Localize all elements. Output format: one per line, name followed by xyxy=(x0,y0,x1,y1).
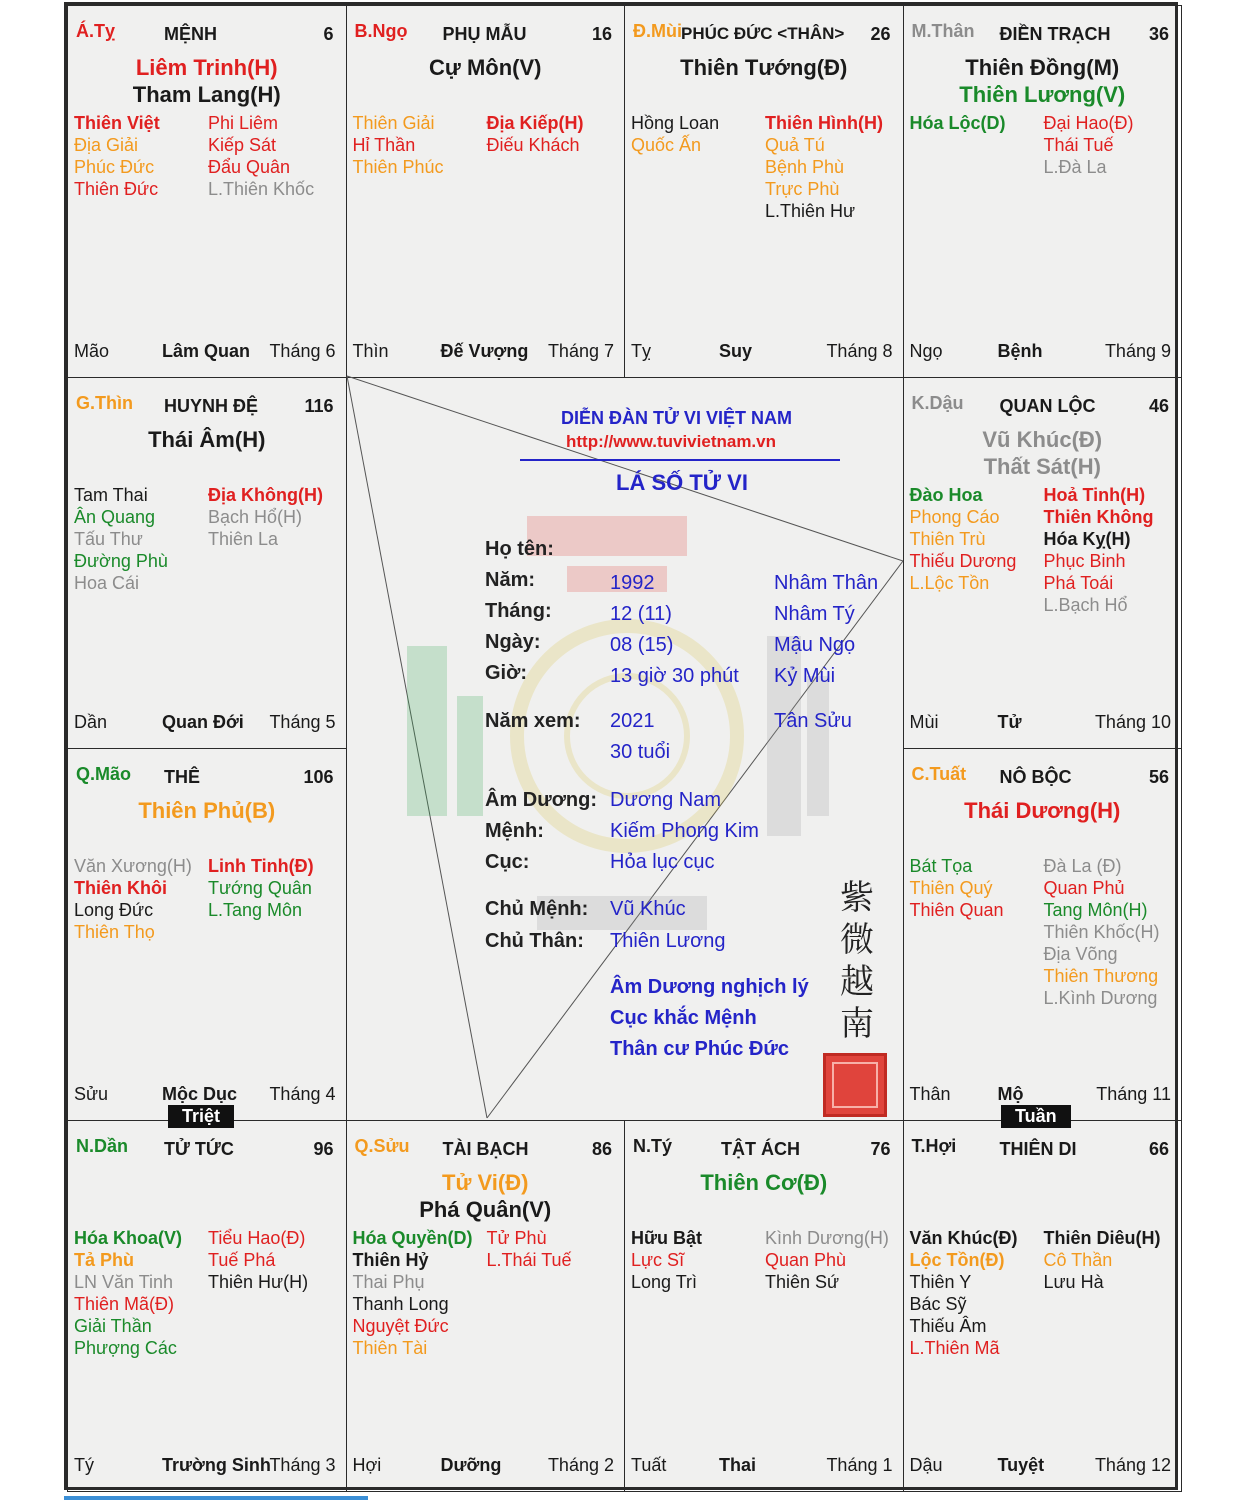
branch-label: Thân xyxy=(909,1083,951,1104)
minor-star: Phá Toái xyxy=(1043,572,1114,593)
minor-star: L.Thiên Mã xyxy=(909,1337,1000,1358)
month-label: Tháng 6 xyxy=(269,340,336,361)
minor-star: Lực Sĩ xyxy=(631,1249,685,1270)
truong-sinh-stage: Đế Vượng xyxy=(440,340,529,361)
minor-star: Bệnh Phù xyxy=(765,157,845,177)
palace-name: PHỤ MẪU xyxy=(442,24,527,44)
seal-character: 微 xyxy=(840,920,874,960)
minor-star: Bạch Hổ(H) xyxy=(208,506,303,527)
minor-star: Ân Quang xyxy=(74,506,156,527)
palace-name: ĐIỀN TRẠCH xyxy=(999,24,1111,44)
palace-can-chi: Q.Mão xyxy=(76,764,132,784)
minor-star: L.Thái Tuế xyxy=(486,1249,572,1270)
palace-can-chi: Đ.Mùi xyxy=(633,21,682,41)
minor-star: Thiên Hỷ xyxy=(352,1249,429,1270)
minor-star: Bát Tọa xyxy=(909,856,973,876)
minor-star: Văn Xương(H) xyxy=(74,856,192,876)
branch-label: Sửu xyxy=(74,1083,109,1104)
minor-star: Thiên Diêu(H) xyxy=(1043,1227,1161,1248)
month-label: Tháng 7 xyxy=(547,340,614,361)
truong-sinh-stage: Lâm Quan xyxy=(162,340,251,361)
minor-star: Quốc Ấn xyxy=(631,135,702,155)
can-chi-value: Nhâm Thân xyxy=(774,572,879,594)
minor-star: Quả Tú xyxy=(765,135,825,155)
can-chi-value: Mậu Ngọ xyxy=(774,634,856,656)
minor-star: Phong Cáo xyxy=(909,506,1000,527)
minor-star: Hoa Cái xyxy=(74,572,140,593)
palace-name: HUYNH ĐỆ xyxy=(164,395,259,416)
truong-sinh-stage: Quan Đới xyxy=(162,712,244,732)
minor-star: Bác Sỹ xyxy=(909,1293,967,1314)
seal-character: 越 xyxy=(840,962,874,1002)
branch-label: Ngọ xyxy=(909,340,943,361)
seal-block xyxy=(827,877,887,1117)
info-value: Vũ Khúc xyxy=(610,898,686,920)
main-star: Thiên Đồng(M) xyxy=(965,55,1120,80)
center-panel xyxy=(347,376,903,1118)
info-label: Chủ Thân: xyxy=(485,930,584,952)
note-line: Cục khắc Mệnh xyxy=(610,1007,757,1029)
palace-can-chi: C.Tuất xyxy=(911,764,967,784)
minor-star: Thiên Thương xyxy=(1043,966,1159,986)
minor-star: Hồng Loan xyxy=(631,113,720,133)
main-star: Thiên Tướng(Đ) xyxy=(680,55,848,80)
minor-star: Thiên Y xyxy=(909,1271,972,1292)
minor-star: Địa Võng xyxy=(1043,944,1118,964)
minor-star: Thiên Quan xyxy=(909,900,1004,920)
minor-star: Phúc Đức xyxy=(74,157,155,177)
minor-star: Hóa Kỵ(H) xyxy=(1043,528,1131,549)
minor-star: Phục Binh xyxy=(1043,550,1126,571)
minor-star: Thiên Hư(H) xyxy=(208,1271,309,1292)
info-label: Âm Dương: xyxy=(485,789,598,811)
minor-star: Hữu Bật xyxy=(631,1227,703,1248)
minor-star: Lưu Hà xyxy=(1043,1271,1104,1292)
palace-can-chi: G.Thìn xyxy=(76,392,133,413)
minor-star: Hỉ Thần xyxy=(352,135,416,155)
info-value: Dương Nam xyxy=(610,789,721,811)
palace-age: 66 xyxy=(1148,1138,1169,1159)
palace-age: 96 xyxy=(313,1138,334,1159)
palace-name: TÀI BẠCH xyxy=(442,1138,529,1159)
branch-label: Mùi xyxy=(909,712,939,732)
truong-sinh-stage: Trường Sinh xyxy=(162,1455,271,1475)
minor-star: Hoả Tinh(H) xyxy=(1043,484,1146,505)
minor-star: Thiên Mã(Đ) xyxy=(74,1293,175,1314)
palace-age: 56 xyxy=(1148,767,1169,787)
minor-star: Quan Phủ xyxy=(1043,878,1125,898)
palace-can-chi: Á.Tỵ xyxy=(76,21,116,41)
month-label: Tháng 2 xyxy=(547,1455,614,1475)
info-label: Họ tên: xyxy=(485,538,554,560)
palace-age: 116 xyxy=(304,395,334,416)
month-label: Tháng 5 xyxy=(269,712,336,732)
month-label: Tháng 11 xyxy=(1096,1083,1171,1104)
minor-star: L.Đà La xyxy=(1043,157,1107,177)
branch-label: Dậu xyxy=(909,1455,943,1475)
info-value: 2021 xyxy=(610,710,655,732)
truong-sinh-stage: Bệnh xyxy=(997,340,1043,361)
palace-can-chi: M.Thân xyxy=(911,21,975,41)
minor-star: Nguyệt Đức xyxy=(352,1315,449,1336)
minor-star: Văn Khúc(Đ) xyxy=(909,1227,1018,1248)
month-label: Tháng 3 xyxy=(269,1455,336,1475)
minor-star: Phượng Các xyxy=(74,1337,177,1358)
minor-star: Thiên Không xyxy=(1043,506,1154,527)
info-label: Năm xem: xyxy=(485,710,581,732)
main-star: Cự Môn(V) xyxy=(429,55,542,80)
minor-star: L.Thiên Hư xyxy=(765,201,856,221)
minor-star: Đường Phù xyxy=(74,550,168,571)
truong-sinh-stage: Tuyệt xyxy=(997,1455,1045,1475)
tuan-marker: Tuần xyxy=(1001,1105,1071,1128)
minor-star: L.Tang Môn xyxy=(208,900,303,920)
minor-star: Địa Kiếp(H) xyxy=(486,113,584,133)
minor-star: Thiếu Dương xyxy=(909,550,1017,571)
minor-star: Hóa Lộc(D) xyxy=(909,113,1006,133)
minor-star: Tang Môn(H) xyxy=(1043,900,1148,920)
info-label: Mệnh: xyxy=(485,820,544,842)
minor-star: Trực Phù xyxy=(765,179,840,199)
palace-age: 76 xyxy=(870,1138,891,1159)
minor-star: Quan Phù xyxy=(765,1249,847,1270)
minor-star: Thiên Khôi xyxy=(74,878,167,898)
minor-star: Long Trì xyxy=(631,1271,698,1292)
can-chi-value: Tân Sửu xyxy=(774,710,852,732)
main-star: Vũ Khúc(Đ) xyxy=(982,426,1103,452)
minor-star: Địa Không(H) xyxy=(208,484,323,505)
seal-character: 南 xyxy=(840,1004,874,1044)
minor-star: Thái Tuế xyxy=(1043,135,1114,155)
main-star: Thái Âm(H) xyxy=(148,426,266,452)
palace-age: 6 xyxy=(323,24,334,44)
minor-star: Thai Phụ xyxy=(352,1271,425,1292)
palace-age: 46 xyxy=(1148,395,1169,416)
main-star: Thất Sát(H) xyxy=(983,453,1101,479)
minor-star: Tiểu Hao(Đ) xyxy=(208,1227,306,1248)
main-star: Tham Lang(H) xyxy=(132,82,281,107)
main-star: Liêm Trinh(H) xyxy=(135,55,278,80)
month-label: Tháng 12 xyxy=(1094,1455,1171,1475)
minor-star: Giải Thần xyxy=(74,1315,152,1336)
note-line: Thân cư Phúc Đức xyxy=(610,1038,789,1060)
month-label: Tháng 8 xyxy=(826,340,893,361)
truong-sinh-stage: Thai xyxy=(719,1455,757,1475)
info-label: Tháng: xyxy=(485,600,552,622)
palace-can-chi: Q.Sửu xyxy=(354,1135,410,1156)
info-value: Hỏa lục cục xyxy=(610,851,715,873)
info-value: 12 (11) xyxy=(610,603,672,625)
minor-star: Đà La (Đ) xyxy=(1043,856,1122,876)
minor-star: L.Bạch Hổ xyxy=(1043,594,1128,615)
minor-star: Long Đức xyxy=(74,900,154,920)
minor-star: Đại Hao(Đ) xyxy=(1043,113,1134,133)
minor-star: Thanh Long xyxy=(352,1293,449,1314)
info-value: Thiên Lương xyxy=(610,930,726,952)
minor-star: Tử Phù xyxy=(486,1227,547,1248)
minor-star: Cô Thần xyxy=(1043,1249,1113,1270)
minor-star: Kình Dương(H) xyxy=(765,1227,889,1248)
palace-age: 26 xyxy=(870,24,891,44)
palace-can-chi: B.Ngọ xyxy=(354,21,408,41)
minor-star: Tấu Thư xyxy=(74,528,143,549)
minor-star: Thiên Hình(H) xyxy=(765,113,883,133)
palace-name: TỬ TỨC xyxy=(164,1138,234,1159)
info-label: Ngày: xyxy=(485,631,541,653)
minor-star: Địa Giải xyxy=(74,135,139,155)
minor-star: Tả Phù xyxy=(74,1249,135,1270)
minor-star: Kiếp Sát xyxy=(208,135,277,155)
minor-star: Thiên Quý xyxy=(909,878,993,898)
palace-age: 36 xyxy=(1148,24,1169,44)
minor-star: Linh Tinh(Đ) xyxy=(208,856,314,876)
palace-name: MỆNH xyxy=(164,24,217,44)
palace-name: TẬT ÁCH xyxy=(721,1138,800,1159)
main-star: Phá Quân(V) xyxy=(419,1196,552,1222)
minor-star: Thiên Việt xyxy=(74,113,160,133)
palace-can-chi: T.Hợi xyxy=(911,1135,957,1156)
info-label: Cục: xyxy=(485,851,530,873)
minor-star: Thiên Khốc(H) xyxy=(1043,922,1160,942)
branch-label: Tý xyxy=(74,1455,94,1475)
palace-age: 86 xyxy=(591,1138,612,1159)
palace-can-chi: N.Tý xyxy=(633,1135,673,1156)
month-label: Tháng 4 xyxy=(269,1083,336,1104)
minor-star: L.Lộc Tồn xyxy=(909,572,990,593)
branch-label: Mão xyxy=(74,340,110,361)
minor-star: Phi Liêm xyxy=(208,113,279,133)
title-divider xyxy=(520,459,840,461)
info-value: 1992 xyxy=(610,572,655,594)
info-label: Chủ Mệnh: xyxy=(485,898,589,920)
branch-label: Hợi xyxy=(352,1455,382,1475)
minor-star: Thiên Phúc xyxy=(352,157,444,177)
palace-name: NÔ BỘC xyxy=(999,767,1072,787)
palace-name: THIÊN DI xyxy=(999,1138,1077,1159)
info-value: Kiếm Phong Kim xyxy=(610,820,759,842)
info-value: 13 giờ 30 phút xyxy=(610,665,739,687)
palace-name: PHÚC ĐỨC <THÂN> xyxy=(681,24,845,43)
branch-label: Tuất xyxy=(631,1455,667,1475)
palace-name: QUAN LỘC xyxy=(999,395,1096,416)
minor-star: Tướng Quân xyxy=(208,878,312,898)
age-value: 30 tuổi xyxy=(610,741,671,763)
branch-label: Thìn xyxy=(352,340,389,361)
minor-star: Thiên Thọ xyxy=(74,922,155,942)
minor-star: Đào Hoa xyxy=(909,484,983,505)
minor-star: Hóa Khoa(V) xyxy=(74,1227,182,1248)
minor-star: Lộc Tồn(Đ) xyxy=(909,1249,1005,1270)
minor-star: Thiên Giải xyxy=(352,113,435,133)
truong-sinh-stage: Tử xyxy=(997,712,1022,732)
minor-star: Thiếu Âm xyxy=(909,1315,987,1336)
minor-star: L.Kình Dương xyxy=(1043,988,1158,1008)
month-label: Tháng 10 xyxy=(1094,712,1171,732)
minor-star: Thiên Tài xyxy=(352,1337,428,1358)
palace-age: 106 xyxy=(303,767,334,787)
minor-star: Thiên Sứ xyxy=(765,1271,840,1292)
truong-sinh-stage: Dưỡng xyxy=(440,1455,502,1475)
forum-name: DIỄN ĐÀN TỬ VI VIỆT NAM xyxy=(561,408,792,428)
can-chi-value: Nhâm Tý xyxy=(774,603,855,625)
minor-star: Thiên La xyxy=(208,528,279,549)
forum-url-link[interactable]: http://www.tuvivietnam.vn xyxy=(566,432,776,451)
main-star: Thiên Lương(V) xyxy=(959,82,1126,107)
branch-label: Dần xyxy=(74,712,108,732)
minor-star: Hóa Quyền(D) xyxy=(352,1227,473,1248)
main-star: Tử Vi(Đ) xyxy=(442,1169,529,1195)
tu-vi-chart xyxy=(64,2,1178,1490)
note-line: Âm Dương nghịch lý xyxy=(610,976,809,998)
minor-star: Tuế Phá xyxy=(208,1249,276,1270)
palace-age: 16 xyxy=(591,24,612,44)
seal-character: 紫 xyxy=(840,878,874,918)
truong-sinh-stage: Mộ xyxy=(997,1083,1024,1104)
minor-star: Thiên Trù xyxy=(909,528,986,549)
minor-star: Tam Thai xyxy=(74,484,148,505)
red-seal-stamp xyxy=(823,1053,887,1117)
info-value: 08 (15) xyxy=(610,634,674,656)
minor-star: L.Thiên Khốc xyxy=(208,179,315,199)
palace-name: THÊ xyxy=(164,767,200,787)
minor-star: Thiên Đức xyxy=(74,179,159,199)
info-label: Giờ: xyxy=(485,662,527,684)
truong-sinh-stage: Suy xyxy=(719,340,753,361)
main-star: Thái Dương(H) xyxy=(964,798,1121,823)
main-star: Thiên Phủ(B) xyxy=(138,798,276,823)
truong-sinh-stage: Mộc Dục xyxy=(162,1083,238,1104)
palace-can-chi: K.Dậu xyxy=(911,392,964,413)
month-label: Tháng 9 xyxy=(1104,340,1171,361)
info-label: Năm: xyxy=(485,569,536,591)
month-label: Tháng 1 xyxy=(826,1455,893,1475)
palace-can-chi: N.Dần xyxy=(76,1135,129,1156)
minor-star: LN Văn Tinh xyxy=(74,1271,174,1292)
minor-star: Đẩu Quân xyxy=(208,157,291,177)
main-star: Thiên Cơ(Đ) xyxy=(700,1169,828,1195)
can-chi-value: Kỷ Mùi xyxy=(774,665,836,687)
branch-label: Tỵ xyxy=(631,340,651,361)
chart-title: LÁ SỐ TỬ VI xyxy=(616,470,748,495)
triet-marker: Triệt xyxy=(168,1105,234,1128)
minor-star: Điếu Khách xyxy=(486,135,580,155)
scrollbar-hint[interactable] xyxy=(64,1496,368,1500)
